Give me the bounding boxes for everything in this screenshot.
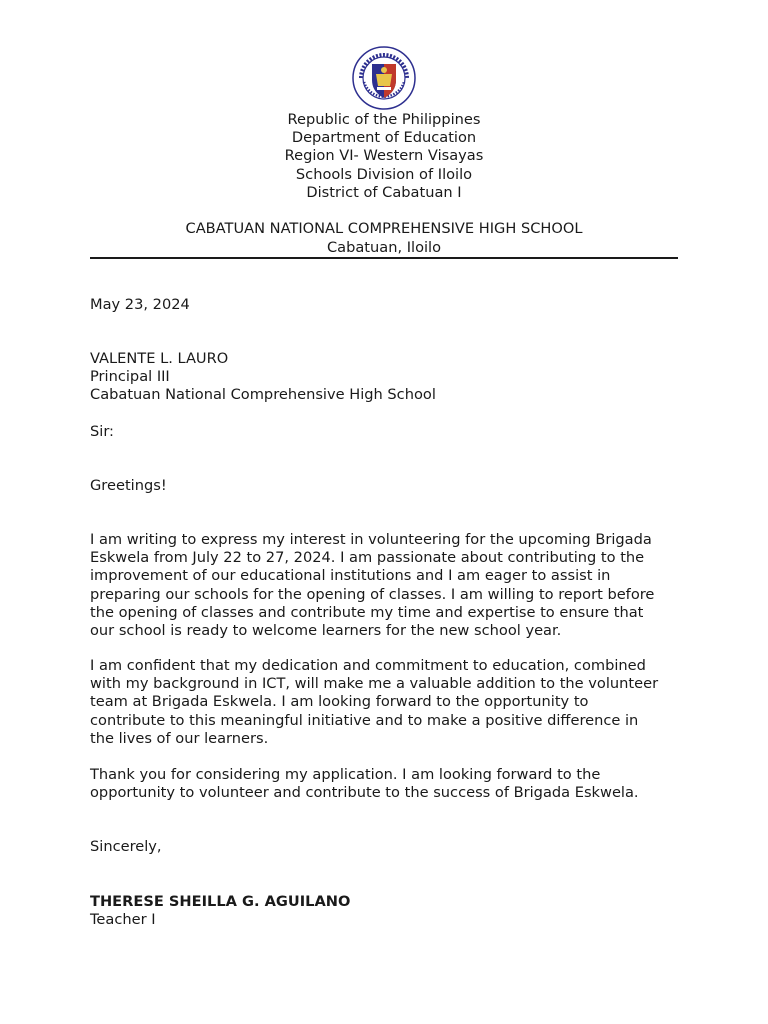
deped-seal-logo bbox=[352, 46, 416, 110]
paragraph-line: I am confident that my dedication and commitment to education, combined bbox=[90, 657, 646, 674]
letterhead bbox=[0, 111, 768, 202]
paragraph-line: the opening of classes and contribute my time and expertise to ensure that bbox=[90, 603, 644, 621]
letterhead-line: Schools Division of Iloilo bbox=[295, 165, 473, 183]
body-paragraph-3 bbox=[90, 766, 690, 802]
paragraph-line: Thank you for considering my application. I am looking forward to the bbox=[90, 766, 601, 783]
recipient-block bbox=[90, 350, 690, 405]
paragraph-line: the lives of our learners. bbox=[90, 729, 269, 747]
signatory-title: Teacher I bbox=[90, 911, 156, 928]
closing: Sincerely, bbox=[90, 838, 162, 855]
recipient-school: Cabatuan National Comprehensive High School bbox=[90, 386, 436, 404]
paragraph-line: I am writing to express my interest in volunteering for the upcoming Brigada bbox=[90, 531, 652, 548]
salutation: Sir: bbox=[90, 423, 114, 440]
paragraph-line: our school is ready to welcome learners for the new school year. bbox=[90, 622, 562, 640]
body-paragraph-1 bbox=[90, 531, 690, 640]
paragraph-line: opportunity to volunteer and contribute to the success of Brigada Eskwela. bbox=[90, 784, 639, 802]
recipient-name: VALENTE L. LAURO bbox=[90, 350, 229, 367]
school-location: Cabatuan, Iloilo bbox=[326, 238, 442, 256]
recipient-position: Principal III bbox=[90, 368, 170, 386]
paragraph-line: team at Brigada Eskwela. I am looking forward to the opportunity to bbox=[90, 693, 589, 711]
letter-date: May 23, 2024 bbox=[90, 296, 190, 313]
greeting: Greetings! bbox=[90, 477, 167, 494]
signatory-name: THERESE SHEILLA G. AGUILANO bbox=[90, 893, 351, 910]
letterhead-line: Republic of the Philippines bbox=[287, 111, 481, 128]
paragraph-line: preparing our schools for the opening of classes. I am willing to report before bbox=[90, 585, 655, 603]
letterhead-line: District of Cabatuan I bbox=[306, 183, 462, 201]
paragraph-line: contribute to this meaningful initiative and to make a positive difference in bbox=[90, 711, 639, 729]
body-paragraph-2 bbox=[90, 657, 690, 748]
letterhead-line: Region VI- Western Visayas bbox=[284, 147, 484, 165]
paragraph-line: with my background in ICT, will make me a valuable addition to the volunteer bbox=[90, 675, 659, 693]
header-divider bbox=[90, 257, 678, 259]
paragraph-line: Eskwela from July 22 to 27, 2024. I am passionate about contributing to the bbox=[90, 549, 645, 567]
school-heading bbox=[0, 220, 768, 257]
school-name: CABATUAN NATIONAL COMPREHENSIVE HIGH SCHOOL bbox=[185, 220, 583, 237]
paragraph-line: improvement of our educational institutions and I am eager to assist in bbox=[90, 567, 611, 585]
letterhead-line: Department of Education bbox=[291, 129, 477, 147]
